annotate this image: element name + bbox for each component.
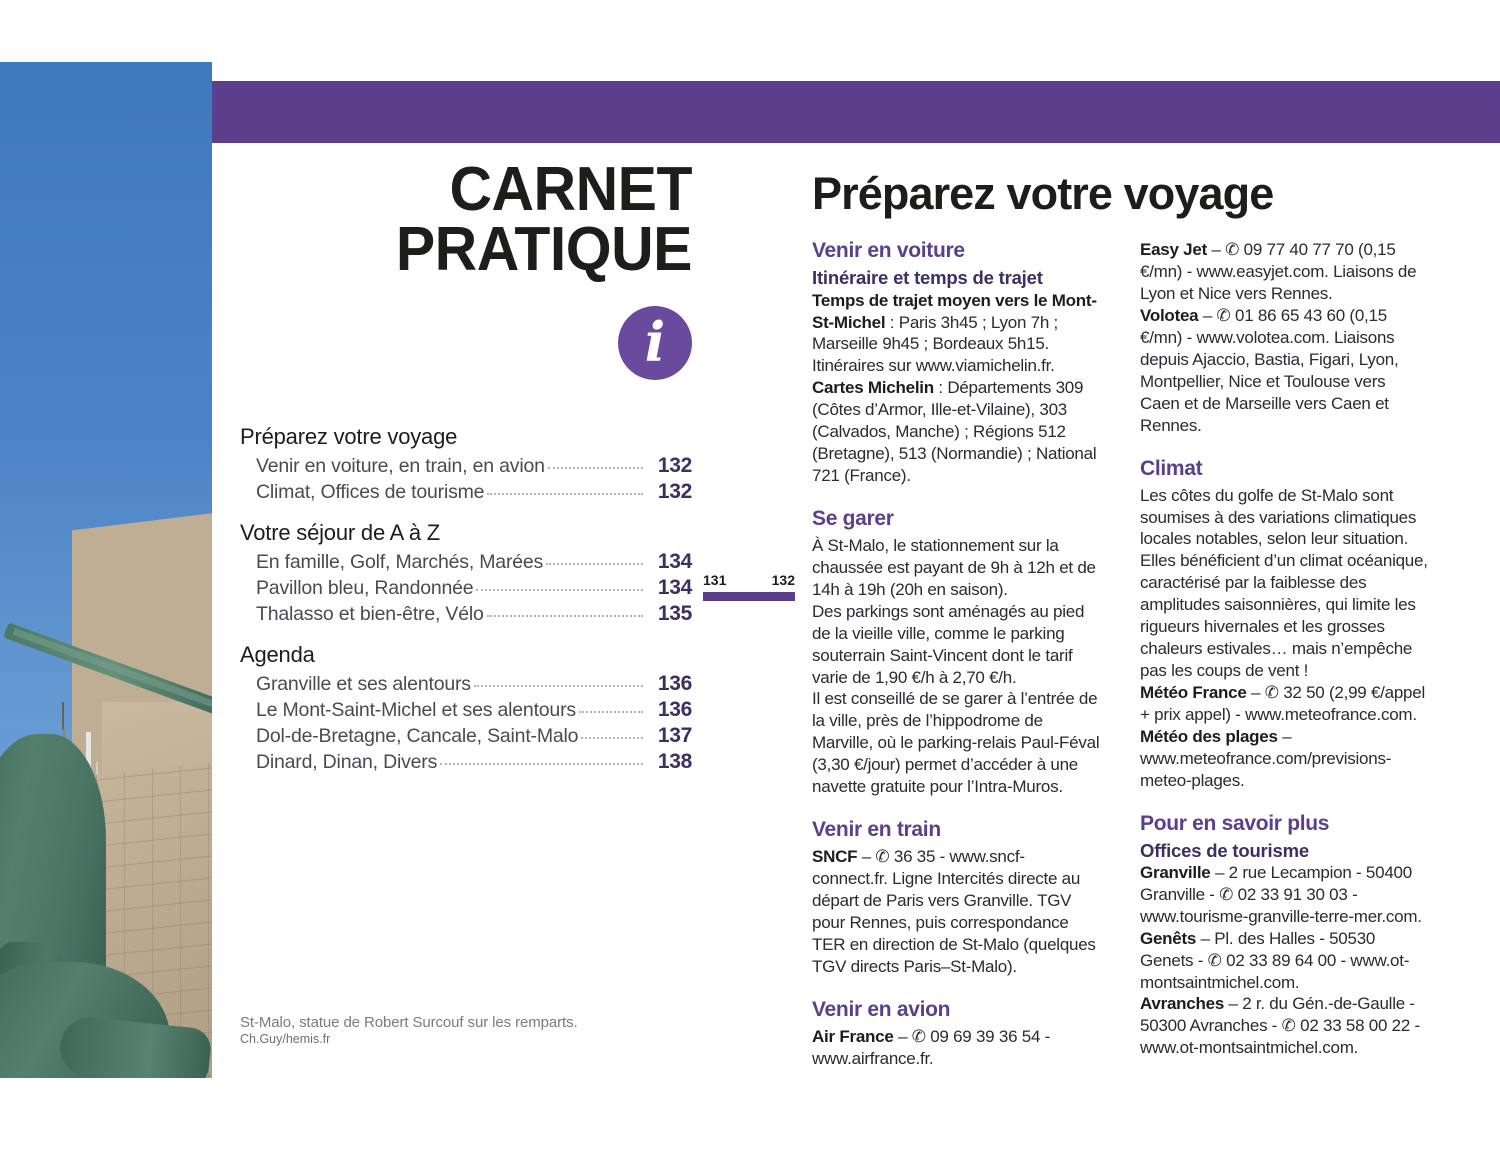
page-title-line-1: CARNET [449,155,692,224]
lead-in-volotea: Volotea [1140,306,1199,326]
toc-entry-page: 134 [657,550,692,574]
purple-header-bar [212,81,1500,143]
paragraph-office-genets-text: – Pl. des Halles - 50530 Genets - ✆ 02 33 89 64 00 - www.ot-montsaintmichel.com. [1140,928,1410,992]
article-columns [812,239,1452,1069]
lead-in-mont-st-michel: Temps de trajet moyen vers le Mont-St-Michel [812,290,1097,332]
toc-group-title: Préparez votre voyage [240,424,458,450]
section-heading-pour-en-savoir-plus: Pour en savoir plus [1140,811,1330,835]
article-title: Préparez votre voyage [812,168,1274,219]
paragraph-meteo-france-text: – ✆ 32 50 (2,99 €/appel + prix appel) - www.meteofrance.com. [1140,682,1425,724]
paragraph-meteo-plages-text: – www.meteofrance.com/previsions-meteo-plages. [1140,726,1392,790]
toc-leader-dots [487,493,643,495]
toc-group-title: Votre séjour de A à Z [240,520,441,546]
paragraph-office-granville [1140,862,1428,928]
page-title-line-2: PRATIQUE [395,215,692,285]
paragraph-office-avranches-text: – 2 r. du Gén.-de-Gaulle - 50300 Avranches - ✆ 02 33 58 00 22 - www.ot-montsaintmichel.com. [1140,994,1420,1058]
lead-in-granville: Granville [1140,862,1211,882]
lead-in-genets: Genêts [1140,928,1197,948]
section-heading-venir-en-train: Venir en train [812,818,941,842]
paragraph-office-genets [1140,928,1428,994]
paragraph-volotea-text: – ✆ 01 86 65 43 60 (0,15 €/mn) - www.volotea.com. Liaisons depuis Ajaccio, Bastia, Figari, Lyon, Montpellier, Nice et Toulouse vers Caen et de Marseille vers Caen et Rennes. [1140,306,1399,435]
toc-entry[interactable] [256,454,692,478]
toc-entry-label: Climat, Offices de tourisme [256,481,485,504]
toc-entry[interactable] [256,698,692,722]
toc-leader-dots [546,563,643,565]
lead-in-meteo-plages: Météo des plages [1140,726,1278,746]
paragraph-climat: Les côtes du golfe de St-Malo sont soumises à des variations climatiques locales notables, selon leur situation. Elles bénéficient d’un climat océanique, caractérisé par la faiblesse des amplitudes saisonnières, qui limite les rigueurs hivernales et les grosses chaleurs estivales… mais n’empêche pas les coups de vent ! [1140,485,1428,681]
paragraph-meteo-france [1140,682,1428,726]
article-column-1 [812,239,1100,1069]
toc-leader-dots [487,615,643,617]
article [812,170,1452,1070]
page-number-left: 131 [703,572,727,588]
lead-in-sncf: SNCF [812,847,858,867]
toc-entry-label: Pavillon bleu, Randonnée [256,577,474,600]
toc-entry[interactable] [256,576,692,600]
contents-column [240,155,692,776]
paragraph-temps-de-trajet-text: : Paris 3h45 ; Lyon 7h ; Marseille 9h45 ; Bordeaux 5h15. Itinéraires sur www.viamichelin.fr. [812,312,1058,376]
toc-entry[interactable] [256,724,692,748]
section-heading-se-garer: Se garer [812,506,894,530]
paragraph-easyjet [1140,239,1428,305]
statue-photo [0,62,212,1078]
lead-in-cartes-michelin: Cartes Michelin [812,378,934,398]
paragraph-garer-3: Il est conseillé de se garer à l’entrée de la ville, près de l’hippodrome de Marville, où le parking-relais Paul-Féval (3,30 €/jour) permet d’accéder à une navette gratuite pour l’Intra-Muros. [812,689,1100,797]
lead-in-avranches: Avranches [1140,994,1225,1014]
toc-leader-dots [548,467,643,469]
paragraph-garer-1: À St-Malo, le stationnement sur la chaussée est payant de 9h à 12h et de 14h à 19h (20h en saison). [812,536,1096,599]
toc-entry-page: 138 [657,750,692,774]
toc-entry-page: 132 [657,480,692,504]
toc-entry-page: 134 [657,576,692,600]
toc-entry[interactable] [256,750,692,774]
section-heading-climat: Climat [1140,456,1203,480]
paragraph-temps-de-trajet [812,290,1100,378]
paragraph-garer-2: Des parkings sont aménagés au pied de la vieille ville, comme le parking souterrain Saint-Vincent dont le tarif varie de 1,90 €/h à 2,70 €/h. [812,601,1085,687]
toc-entry-label: En famille, Golf, Marchés, Marées [256,551,544,574]
toc-entry-page: 137 [657,724,692,748]
subheading-itineraire: Itinéraire et temps de trajet [812,267,1043,289]
info-icon [618,306,692,380]
toc-entry[interactable] [256,602,692,626]
toc-leader-dots [476,589,643,591]
paragraph-air-france [812,1026,1100,1070]
paragraph-cartes-michelin [812,377,1100,487]
page-number-bar [703,592,795,601]
article-column-2 [1140,239,1428,1069]
photo-caption-text: St-Malo, statue de Robert Surcouf sur les remparts. [240,1014,578,1031]
toc-leader-dots [579,711,643,713]
toc-entry-page: 135 [657,602,692,626]
toc-entry-label: Granville et ses alentours [256,673,471,696]
paragraph-office-avranches [1140,993,1428,1059]
toc-leader-dots [581,737,643,739]
toc-entry-label: Thalasso et bien-être, Vélo [256,603,484,626]
paragraph-meteo-plages [1140,726,1428,792]
lead-in-air-france: Air France [812,1026,894,1046]
toc-entry-label: Dinard, Dinan, Divers [256,751,438,774]
lead-in-meteo-france: Météo France [1140,682,1247,702]
toc-entry[interactable] [256,550,692,574]
paragraph-volotea [1140,305,1428,437]
paragraph-air-france-text: – ✆ 09 69 39 36 54 - www.airfrance.fr. [812,1026,1051,1068]
toc-leader-dots [474,685,643,687]
toc-entry-label: Le Mont-Saint-Michel et ses alentours [256,699,576,722]
subheading-offices-de-tourisme: Offices de tourisme [1140,839,1309,861]
paragraph-easyjet-text: – ✆ 09 77 40 77 70 (0,15 €/mn) - www.easyjet.com. Liaisons de Lyon et Nice vers Rennes. [1140,240,1417,304]
toc-leader-dots [440,763,643,765]
toc-entry-page: 136 [657,672,692,696]
page-number-right: 132 [771,572,795,588]
toc-entry[interactable] [256,672,692,696]
paragraph-sncf [812,846,1100,978]
section-heading-venir-en-avion: Venir en avion [812,997,951,1021]
section-heading-venir-en-voiture: Venir en voiture [812,239,965,263]
toc-entry-label: Dol-de-Bretagne, Cancale, Saint-Malo [256,725,579,748]
toc-group-title: Agenda [240,642,315,668]
toc-entry[interactable] [256,480,692,504]
toc-entry-label: Venir en voiture, en train, en avion [256,455,545,478]
table-of-contents [240,424,692,774]
photo-credit: Ch.Guy/hemis.fr [240,1032,331,1046]
toc-entry-page: 132 [657,454,692,478]
page-number-pair [703,572,795,588]
photo-caption [240,1014,660,1046]
page-title [263,155,692,285]
paragraph-cartes-michelin-text: : Départements 309 (Côtes d’Armor, Ille-et-Vilaine), 303 (Calvados, Manche) ; Régions 512 (Bretagne), 513 (Normandie) ; National 721 (France). [812,378,1097,485]
page-number-marker [703,572,795,601]
toc-entry-page: 136 [657,698,692,722]
lead-in-easyjet: Easy Jet [1140,240,1207,260]
info-icon-glyph: i [644,310,666,375]
paragraph-sncf-text: – ✆ 36 35 - www.sncf-connect.fr. Ligne Intercités directe au départ de Paris vers Granville. TGV pour Rennes, puis correspondance TER en direction de St-Malo (quelques TGV directs Paris–St-Malo). [812,847,1096,976]
paragraph-office-granville-text: – 2 rue Lecampion - 50400 Granville - ✆ 02 33 91 30 03 - www.tourisme-granville-terre-mer.com. [1140,862,1422,926]
